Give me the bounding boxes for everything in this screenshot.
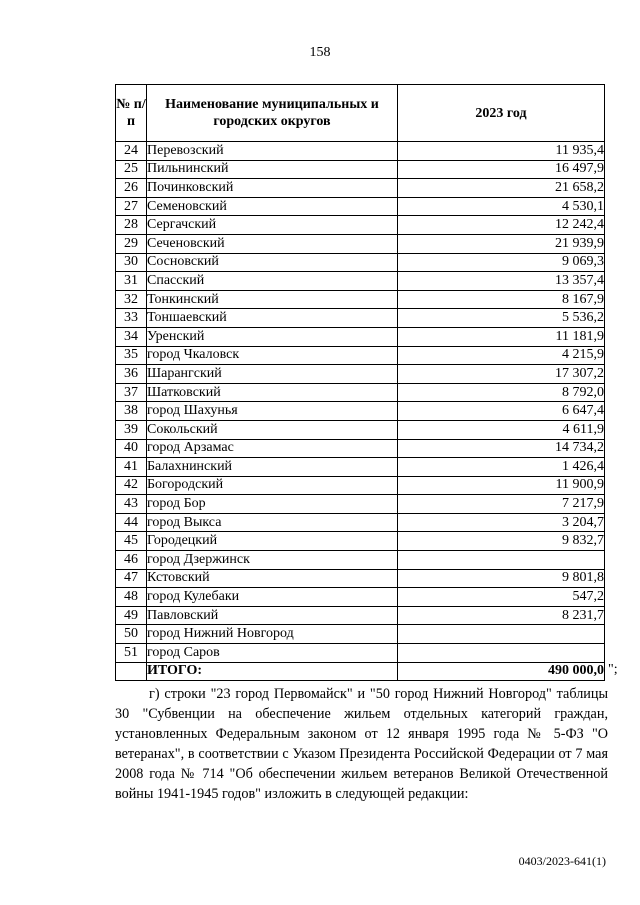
table-row (116, 253, 605, 272)
row-name: Сокольский (147, 420, 398, 439)
table-body (116, 142, 605, 681)
table-row (116, 532, 605, 551)
row-number: 51 (116, 644, 147, 663)
row-number: 46 (116, 551, 147, 570)
row-number: 26 (116, 179, 147, 198)
row-value: 11 900,9 (398, 476, 605, 495)
table-row (116, 142, 605, 161)
row-number: 38 (116, 402, 147, 421)
row-number: 30 (116, 253, 147, 272)
subsidy-table (115, 84, 605, 681)
total-row (116, 662, 605, 681)
table-row (116, 216, 605, 235)
table-row (116, 458, 605, 477)
table-row (116, 327, 605, 346)
row-value: 4 215,9 (398, 346, 605, 365)
amendment-paragraph (115, 684, 608, 804)
row-value (398, 644, 605, 663)
row-value: 4 611,9 (398, 420, 605, 439)
table-row (116, 309, 605, 328)
row-value: 9 832,7 (398, 532, 605, 551)
total-label: ИТОГО: (147, 662, 398, 681)
row-value: 7 217,9 (398, 495, 605, 514)
row-number: 48 (116, 588, 147, 607)
table-row (116, 495, 605, 514)
table-row (116, 290, 605, 309)
row-number: 49 (116, 606, 147, 625)
row-number: 37 (116, 383, 147, 402)
closing-quote: "; (608, 662, 618, 677)
page-number: 158 (309, 45, 331, 60)
row-value: 11 181,9 (398, 327, 605, 346)
row-name: город Бор (147, 495, 398, 514)
table-row (116, 569, 605, 588)
row-name: город Кулебаки (147, 588, 398, 607)
row-value: 4 530,1 (398, 197, 605, 216)
row-name: Спасский (147, 272, 398, 291)
row-number: 29 (116, 234, 147, 253)
row-number: 34 (116, 327, 147, 346)
row-value: 547,2 (398, 588, 605, 607)
row-value: 9 801,8 (398, 569, 605, 588)
row-value: 16 497,9 (398, 160, 605, 179)
row-number: 32 (116, 290, 147, 309)
row-number: 33 (116, 309, 147, 328)
row-name: город Саров (147, 644, 398, 663)
row-number: 31 (116, 272, 147, 291)
table-row (116, 513, 605, 532)
row-name: Семеновский (147, 197, 398, 216)
row-number: 42 (116, 476, 147, 495)
row-name: Кстовский (147, 569, 398, 588)
row-name: Перевозский (147, 142, 398, 161)
table-header-row (116, 85, 605, 142)
row-name: Шатковский (147, 383, 398, 402)
row-name: Уренский (147, 327, 398, 346)
row-name: Тонкинский (147, 290, 398, 309)
row-number: 47 (116, 569, 147, 588)
row-value (398, 551, 605, 570)
table-row (116, 588, 605, 607)
row-number: 41 (116, 458, 147, 477)
header-name: Наименование муниципальных и городских округов (147, 85, 398, 142)
row-value: 21 939,9 (398, 234, 605, 253)
row-name: город Выкса (147, 513, 398, 532)
row-name: Сеченовский (147, 234, 398, 253)
row-value: 21 658,2 (398, 179, 605, 198)
row-number: 35 (116, 346, 147, 365)
table-row (116, 402, 605, 421)
table-row (116, 551, 605, 570)
row-value: 8 167,9 (398, 290, 605, 309)
table-row (116, 606, 605, 625)
row-number: 25 (116, 160, 147, 179)
row-value: 13 357,4 (398, 272, 605, 291)
table-row (116, 234, 605, 253)
table-row (116, 179, 605, 198)
row-name: Богородский (147, 476, 398, 495)
row-name: Балахнинский (147, 458, 398, 477)
row-number: 44 (116, 513, 147, 532)
row-name: Починковский (147, 179, 398, 198)
row-number: 50 (116, 625, 147, 644)
row-name: город Арзамас (147, 439, 398, 458)
row-number: 36 (116, 365, 147, 384)
table-row (116, 160, 605, 179)
row-value: 17 307,2 (398, 365, 605, 384)
table-row (116, 272, 605, 291)
row-value: 11 935,4 (398, 142, 605, 161)
row-value: 5 536,2 (398, 309, 605, 328)
row-value: 6 647,4 (398, 402, 605, 421)
row-name: Пильнинский (147, 160, 398, 179)
row-number: 40 (116, 439, 147, 458)
row-number: 28 (116, 216, 147, 235)
row-name: Сергачский (147, 216, 398, 235)
table-row (116, 365, 605, 384)
row-number: 45 (116, 532, 147, 551)
row-number: 39 (116, 420, 147, 439)
row-value: 8 231,7 (398, 606, 605, 625)
row-name: Городецкий (147, 532, 398, 551)
row-name: Сосновский (147, 253, 398, 272)
total-value: 490 000,0 (398, 662, 605, 681)
table-row (116, 625, 605, 644)
row-number: 24 (116, 142, 147, 161)
row-name: Павловский (147, 606, 398, 625)
row-value: 1 426,4 (398, 458, 605, 477)
row-name: город Чкаловск (147, 346, 398, 365)
table-row (116, 197, 605, 216)
header-num: № п/п (116, 85, 147, 142)
row-name: город Нижний Новгород (147, 625, 398, 644)
row-value: 8 792,0 (398, 383, 605, 402)
header-year: 2023 год (398, 85, 605, 142)
table-row (116, 644, 605, 663)
row-value: 3 204,7 (398, 513, 605, 532)
row-number: 43 (116, 495, 147, 514)
row-value: 9 069,3 (398, 253, 605, 272)
row-value (398, 625, 605, 644)
table-row (116, 383, 605, 402)
row-name: Тоншаевский (147, 309, 398, 328)
document-code: 0403/2023-641(1) (518, 854, 606, 868)
row-value: 12 242,4 (398, 216, 605, 235)
table-row (116, 439, 605, 458)
total-num (116, 662, 147, 681)
row-name: город Дзержинск (147, 551, 398, 570)
row-value: 14 734,2 (398, 439, 605, 458)
row-name: город Шахунья (147, 402, 398, 421)
table-row (116, 476, 605, 495)
row-name: Шарангский (147, 365, 398, 384)
table-row (116, 346, 605, 365)
row-number: 27 (116, 197, 147, 216)
amendment-text: г) строки "23 город Первомайск" и "50 город Нижний Новгород" таблицы 30 "Субвенции на обеспечение жильем отдельных категорий граждан, установленных Федеральным законом от 12 января 1995 года № 5-ФЗ "О ветеранах", в соответствии с Указом Президента Российской Федерации от 7 мая 2008 года № 714 "Об обеспечении жильем ветеранов Великой Отечественной войны 1941-1945 годов" изложить в следующей редакции: (115, 686, 608, 802)
table-row (116, 420, 605, 439)
